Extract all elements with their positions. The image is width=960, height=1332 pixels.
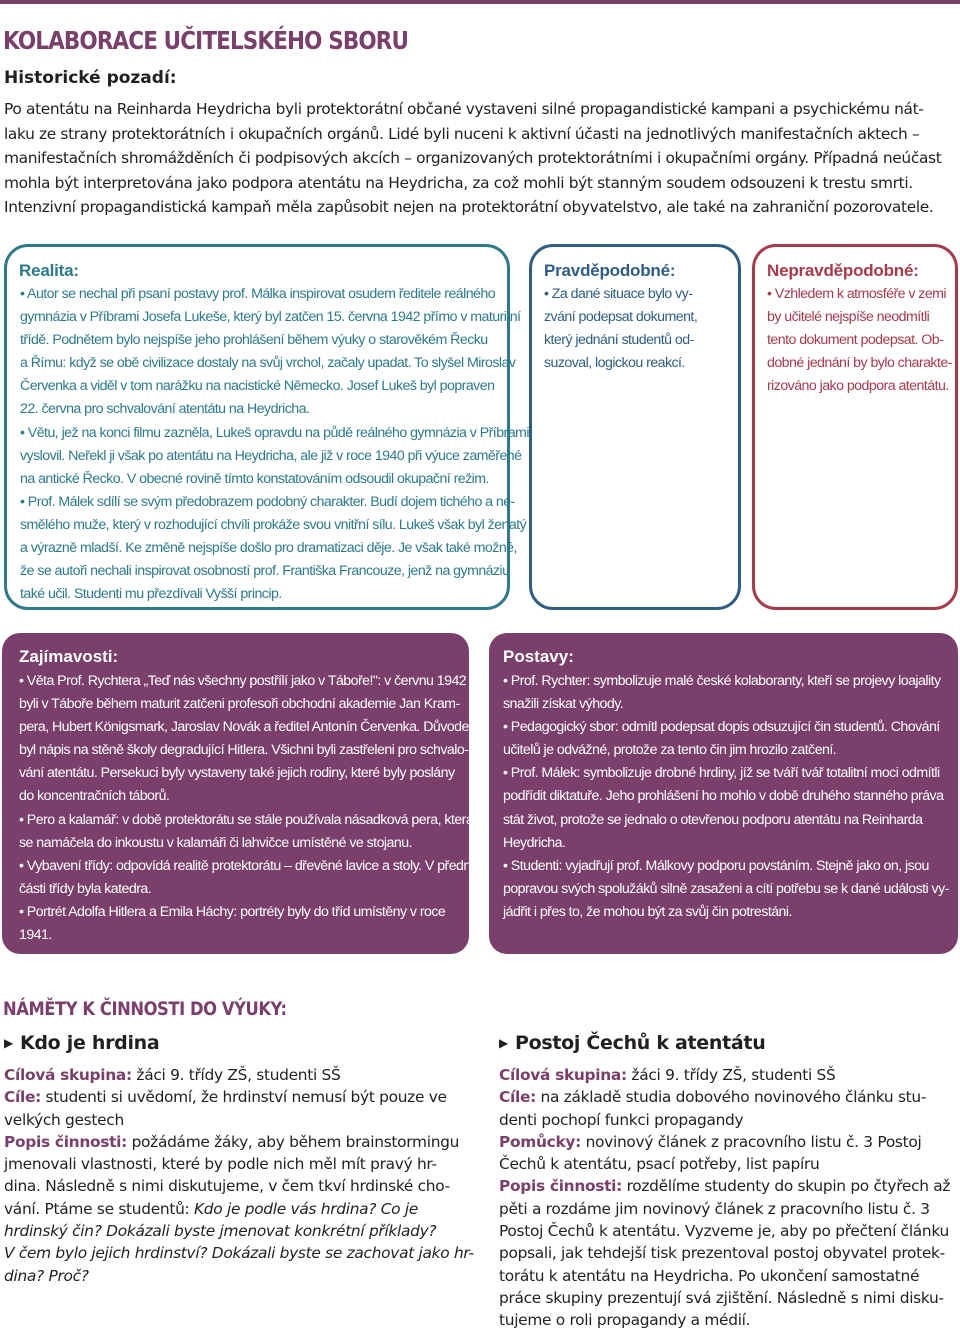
field-label: Pomůcky: — [499, 1132, 581, 1151]
text-line — [4, 1086, 466, 1108]
text-line: • Za dané situace bylo vy- — [544, 286, 693, 302]
text-line: • Vzhledem k atmosféře v zemi — [767, 286, 947, 302]
text-line — [4, 1242, 474, 1264]
field-text: novinový článek z pracovního listu č. 3 Postoj — [581, 1132, 922, 1151]
text-line — [4, 1265, 466, 1287]
text-line — [499, 1242, 959, 1264]
activity-heading — [499, 1030, 959, 1056]
activity-text — [4, 1064, 474, 1287]
text-line: učitelů je odvážné, protože za tento čin jim hrozilo zatčení. — [503, 742, 837, 759]
field-text: studenti si uvědomí, že hrdinství nemusí být pouze ve — [40, 1088, 447, 1107]
text-line: rizováno jako podpora atentátu. — [767, 378, 949, 395]
text-line: • Pero a kalamář: v době protektorátu se stále používala násadková pera, která — [19, 811, 474, 828]
intro-line: manifestačních shromážděních či podpisových akcích – organizovaných protektorátními i okupačními orgány. Případná neúčast — [4, 149, 942, 168]
text-line: že se autoři nechali inspirovat osobností prof. Františka Francouze, jenž na gymnáziu — [20, 563, 510, 580]
field-text: Čechů k atentátu, psací potřeby, list papíru — [499, 1155, 820, 1174]
intro-line: Po atentátu na Reinharda Heydricha byli protektorátní občané vystaveni silné propagandistické kampani a psychickému nát- — [4, 100, 924, 118]
text-line: • Portrét Adolfa Hitlera a Emila Háchy: portréty byly do tříd umístěny v roce — [19, 903, 446, 920]
field-text: požádáme žáky, aby během brainstormingu — [127, 1132, 460, 1151]
text-line: tento dokument podepsat. Ob- — [767, 332, 944, 349]
text-line: gymnázia v Příbrami Josefa Lukeše, který byl zatčen 15. června 1942 přímo v maturitní — [20, 309, 521, 326]
text-line — [499, 1086, 959, 1108]
realita-heading: Realita: — [19, 261, 79, 280]
text-line — [4, 1109, 466, 1131]
field-text: rozdělíme studenty do skupin po čtyřech až — [622, 1177, 951, 1196]
text-line: • Pedagogický sbor: odmítl podepsat dopis odsuzující čin studentů. Chování — [503, 719, 940, 736]
text-line — [4, 1175, 466, 1197]
text-line: části třídy byla katedra. — [19, 880, 152, 897]
triangle-right-icon: ▶ — [4, 1036, 13, 1050]
zajimavosti-heading: Zajímavosti: — [19, 647, 119, 666]
text-line — [4, 1064, 466, 1086]
text-line: Heydricha. — [503, 834, 566, 851]
postavy-text — [503, 670, 949, 924]
text-line: • Studenti: vyjadřují prof. Málkovy podporu povstáním. Stejně jako on, jsou — [503, 857, 929, 874]
text-line: byli v Táboře během maturit zatčeni profesoři obchodní akademie Jan Kram- — [19, 696, 460, 713]
page-title: KOLABORACE UČITELSKÉHO SBORU — [3, 26, 409, 55]
text-line: třídě. Podnětem bylo nejspíše jeho prohlášení během výuky o starověkém Řecku — [20, 332, 488, 349]
activity-postoj-cechu — [499, 1030, 959, 1332]
field-text: Postoj Čechů k atentátu. Vyzveme je, aby po přečtení článku — [499, 1222, 949, 1241]
text-line: na antické Řecko. V obecné rovině tímto konstatováním odsoudil okupační režim. — [20, 470, 489, 487]
field-text: dina. Následně s nimi diskutujeme, v čem tkví hrdinské cho- — [4, 1177, 450, 1196]
zajimavosti-box — [2, 633, 481, 954]
text-line — [499, 1309, 959, 1331]
section-subtitle: Historické pozadí: — [4, 68, 177, 88]
text-line: snažili získat výhody. — [503, 696, 624, 713]
text-line: smělého muže, který v rozhodující chvíli prokáže svou vnitřní sílu. Lukeš však byl ženatý — [20, 516, 527, 533]
question-text: Kdo je podle vás hrdina? Co je — [189, 1199, 419, 1218]
field-text: žáci 9. třídy ZŠ, studenti SŠ — [626, 1066, 836, 1084]
postavy-heading: Postavy: — [503, 647, 574, 666]
text-line: byl nápis na stěně školy degradující Hitlera. Všichni byli zastřeleni pro schvalo- — [19, 742, 469, 759]
zajimavosti-text — [19, 670, 480, 947]
activities-title: NÁMĚTY K ČINNOSTI DO VÝUKY: — [3, 998, 287, 1020]
nepravdepodobne-box — [752, 244, 958, 610]
field-label: Cílová skupina: — [499, 1066, 627, 1084]
text-line: pera, Hubert Königsmark, Jaroslav Novák a ředitel Antonín Červenka. Důvodem — [19, 719, 481, 736]
field-text: velkých gestech — [4, 1110, 124, 1129]
realita-text — [20, 283, 529, 606]
text-line — [499, 1287, 959, 1309]
intro-paragraph — [4, 97, 956, 220]
text-line: • Větu, jež na konci filmu zazněla, Lukeš opravdu na půdě reálného gymnázia v Příbrami — [20, 424, 529, 441]
field-label: Cílová skupina: — [4, 1066, 132, 1084]
intro-line: Intenzivní propagandistická kampaň měla zapůsobit nejen na protektorátní obyvatelstvo, ale také na zahraniční pozorovatele. — [4, 198, 934, 217]
field-label: Cíle: — [4, 1088, 41, 1107]
field-label: Popis činnosti: — [4, 1132, 127, 1151]
text-line: • Prof. Málek sdílí se svým předobrazem podobný charakter. Budí dojem tichého a ne- — [20, 493, 515, 510]
nepravdepodobne-heading: Nepravděpodobné: — [767, 261, 919, 280]
text-line: • Autor se nechal při psaní postavy prof. Málka inspirovat osudem ředitele reálného — [20, 286, 496, 302]
text-line: který jednání studentů od- — [544, 332, 694, 349]
field-label: Cíle: — [499, 1088, 536, 1107]
text-line — [499, 1220, 959, 1242]
activity-heading — [4, 1030, 466, 1056]
text-line — [4, 1153, 466, 1175]
intro-line: mohla být interpretována jako podpora atentátu na Heydricha, za což mohli být stanným soudem odsouzeni k trestu smrti. — [4, 173, 913, 192]
text-line: • Věta Prof. Rychtera „Teď nás všechny postřílí jako v Táboře!": v červnu 1942 — [19, 673, 467, 689]
field-label: Popis činnosti: — [499, 1177, 622, 1196]
text-line — [499, 1064, 959, 1086]
text-line: dobné jednání by bylo charakte- — [767, 355, 952, 372]
nepravdepodobne-text — [767, 283, 952, 398]
field-text: denti pochopí funkci propagandy — [499, 1110, 744, 1129]
text-line: popravou svých spolužáků silně zasaženi a cítí potřebu se k dané události vy- — [503, 880, 949, 897]
question-text: V čem bylo jejich hrdinství? Dokázali byste se zachovat jako hr- — [4, 1244, 474, 1263]
activity-text — [499, 1064, 959, 1332]
text-line: se namáčela do inkoustu v kalamáři či lahvičce umístěné ve stojanu. — [19, 834, 412, 851]
text-line: zvání podepsat dokument, — [544, 309, 698, 326]
text-line: jádřit i přes to, že mohou být za svůj čin potrestáni. — [503, 903, 792, 920]
text-line: • Prof. Málek: symbolizuje drobné hrdiny, jíž se tváří tvář totalitní moci odmítli — [503, 765, 940, 782]
activity-kdo-je-hrdina — [4, 1030, 474, 1287]
text-line: a výrazně mladší. Ke změně nejspíše došlo pro dramatizaci děje. Je však také možné, — [20, 540, 517, 557]
text-line — [4, 1131, 466, 1153]
field-text: žáci 9. třídy ZŠ, studenti SŠ — [131, 1066, 341, 1084]
text-line: a Římu: když se obě civilizace dostaly na svůj vrchol, začaly upadat. To slyšel Miroslav — [20, 355, 516, 372]
question-text: dina? Proč? — [4, 1266, 89, 1285]
text-line: podřídit diktatuře. Jeho prohlášení ho mohlo v době druhého stanného práva — [503, 788, 944, 805]
activity-title: Postoj Čechů k atentátu — [514, 1032, 766, 1054]
text-line: stát život, protože se jednalo o otevřenou podporu atentátu na Reinharda — [503, 811, 923, 828]
text-line — [499, 1175, 959, 1197]
text-line — [499, 1153, 959, 1175]
field-text: torátu k atentátu na Heydricha. Po ukončení samostatné — [499, 1266, 920, 1285]
field-text: na základě studia dobového novinového článku stu- — [535, 1088, 927, 1107]
text-line: také učil. Studenti mu přezdívali Vyšší princip. — [20, 586, 282, 603]
field-text: popsali, jak tehdejší tisk prezentoval postoj obyvatel protek- — [499, 1244, 945, 1263]
triangle-right-icon: ▶ — [499, 1036, 508, 1050]
field-text: tujeme o roli propagandy a médií. — [499, 1311, 751, 1330]
text-line: Červenka a viděl v tom narážku na nacistické Německo. Josef Lukeš byl popraven — [20, 378, 495, 395]
activity-title: Kdo je hrdina — [19, 1032, 160, 1054]
text-line: • Prof. Rychter: symbolizuje malé české kolaboranty, kteří se projevy loajality — [503, 673, 941, 689]
text-line — [499, 1131, 959, 1153]
text-line: by učitelé nejspíše neodmítli — [767, 309, 930, 326]
text-line: 22. června pro schvalování atentátu na Heydricha. — [20, 401, 310, 418]
pravdepodobne-text — [544, 283, 697, 375]
text-line — [4, 1220, 466, 1242]
postavy-box — [489, 633, 958, 954]
text-line: • Vybavení třídy: odpovídá realitě protektorátu – dřevěné lavice a stoly. V přední — [19, 857, 475, 874]
text-line: vání atentátu. Persekuci byly vystaveny také jejich rodiny, které byly poslány — [19, 765, 455, 782]
text-line: suzoval, logickou reakcí. — [544, 355, 685, 372]
text-line — [499, 1198, 959, 1220]
field-text: vání. Ptáme se studentů: — [4, 1199, 190, 1218]
text-line: do koncentračních táborů. — [19, 788, 170, 805]
pravdepodobne-heading: Pravděpodobné: — [544, 261, 676, 280]
text-line — [499, 1109, 959, 1131]
pravdepodobne-box — [529, 244, 741, 610]
field-text: pěti a rozdáme jim novinový článek z pracovního listu č. 3 — [499, 1199, 930, 1218]
realita-box — [4, 244, 529, 610]
text-line — [499, 1265, 959, 1287]
question-text: hrdinský čin? Dokázali byste jmenovat konkrétní příklady? — [4, 1222, 437, 1241]
text-line: 1941. — [19, 927, 52, 944]
field-text: jmenovali vlastnosti, které by podle nich měl mít pravý hr- — [4, 1155, 437, 1174]
field-text: práce skupiny prezentují svá zjištění. Následně s nimi disku- — [499, 1288, 944, 1307]
text-line: vyslovil. Neřekl ji však po atentátu na Heydricha, ale již v roce 1940 při výuce zaměřené — [20, 447, 522, 464]
top-accent-bar — [0, 0, 960, 4]
intro-line: laku ze strany protektorátních i okupačních orgánů. Lidé byli nuceni k aktivní účasti na jednotlivých manifestačních aktech – — [4, 124, 920, 143]
text-line — [4, 1198, 466, 1220]
